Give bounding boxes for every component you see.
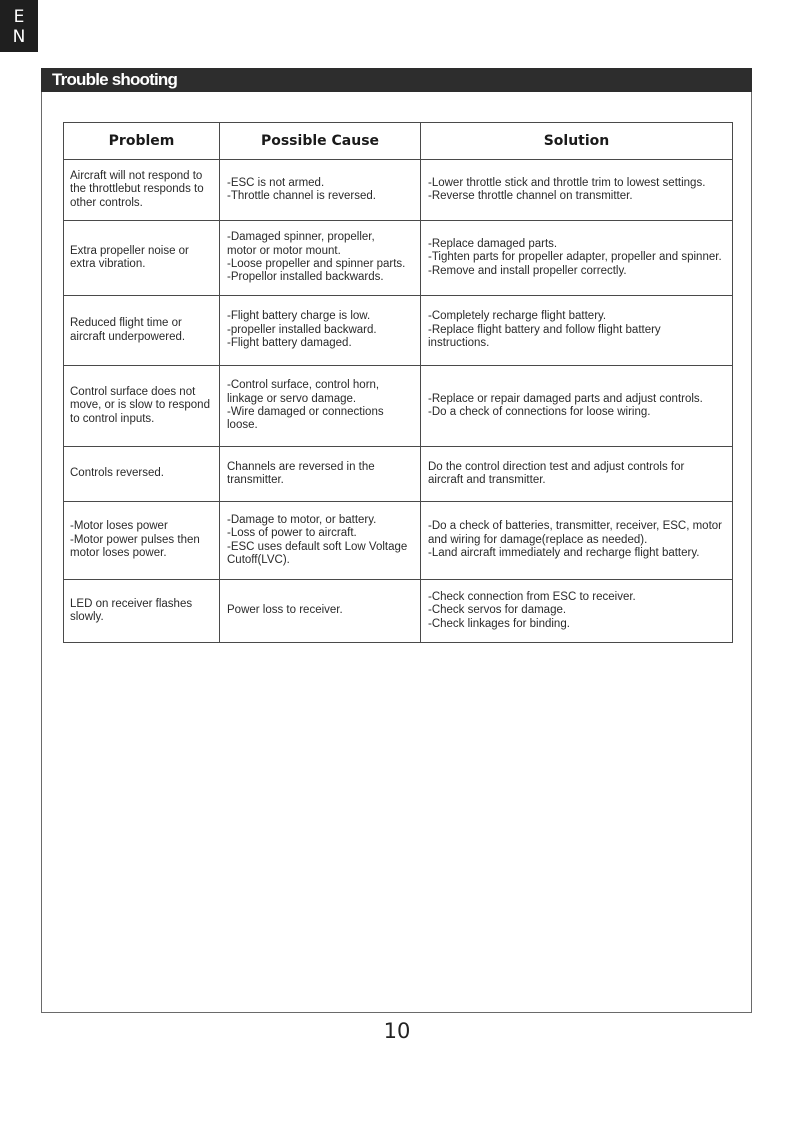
table-row <box>64 366 733 447</box>
solution-cell: -Check connection from ESC to receiver. -Check servos for damage. -Check linkages for binding. <box>421 580 733 643</box>
table-header-row <box>64 123 733 160</box>
solution-cell: -Replace damaged parts. -Tighten parts for propeller adapter, propeller and spinner. -Remove and install propeller correctly. <box>421 221 733 296</box>
problem-cell: Extra propeller noise or extra vibration. <box>64 221 220 296</box>
problem-cell: -Motor loses power -Motor power pulses then motor loses power. <box>64 502 220 580</box>
problem-cell: Control surface does not move, or is slow to respond to control inputs. <box>64 366 220 447</box>
troubleshooting-table <box>63 122 733 643</box>
header-possible-cause: Possible Cause <box>220 123 421 160</box>
table-row <box>64 580 733 643</box>
cause-cell: Channels are reversed in the transmitter. <box>220 447 421 502</box>
page-number: 10 <box>383 1019 411 1043</box>
table-row <box>64 221 733 296</box>
section-title-bar <box>41 68 752 92</box>
cause-cell: -Flight battery charge is low. -propeller installed backward. -Flight battery damaged. <box>220 296 421 366</box>
cause-cell: -ESC is not armed. -Throttle channel is reversed. <box>220 160 421 221</box>
table-row <box>64 502 733 580</box>
solution-cell: -Completely recharge flight battery. -Replace flight battery and follow flight battery instructions. <box>421 296 733 366</box>
table-row <box>64 296 733 366</box>
language-tab <box>0 0 38 52</box>
cause-cell: Power loss to receiver. <box>220 580 421 643</box>
cause-cell: -Damaged spinner, propeller, motor or motor mount. -Loose propeller and spinner parts. -Propellor installed backwards. <box>220 221 421 296</box>
solution-cell: Do the control direction test and adjust controls for aircraft and transmitter. <box>421 447 733 502</box>
language-tab-letter-e: E <box>13 7 25 27</box>
problem-cell: Aircraft will not respond to the throttlebut responds to other controls. <box>64 160 220 221</box>
table-row <box>64 447 733 502</box>
language-tab-letter-n: N <box>12 27 26 47</box>
table-row <box>64 160 733 221</box>
solution-cell: -Replace or repair damaged parts and adjust controls. -Do a check of connections for loose wiring. <box>421 366 733 447</box>
header-problem: Problem <box>64 123 220 160</box>
problem-cell: Controls reversed. <box>64 447 220 502</box>
cause-cell: -Control surface, control horn, linkage or servo damage. -Wire damaged or connections loose. <box>220 366 421 447</box>
header-solution: Solution <box>421 123 733 160</box>
problem-cell: LED on receiver flashes slowly. <box>64 580 220 643</box>
solution-cell: -Do a check of batteries, transmitter, receiver, ESC, motor and wiring for damage(replace as needed). -Land aircraft immediately and recharge flight battery. <box>421 502 733 580</box>
cause-cell: -Damage to motor, or battery. -Loss of power to aircraft. -ESC uses default soft Low Voltage Cutoff(LVC). <box>220 502 421 580</box>
section-title: Trouble shooting <box>52 70 178 89</box>
solution-cell: -Lower throttle stick and throttle trim to lowest settings. -Reverse throttle channel on transmitter. <box>421 160 733 221</box>
problem-cell: Reduced flight time or aircraft underpowered. <box>64 296 220 366</box>
